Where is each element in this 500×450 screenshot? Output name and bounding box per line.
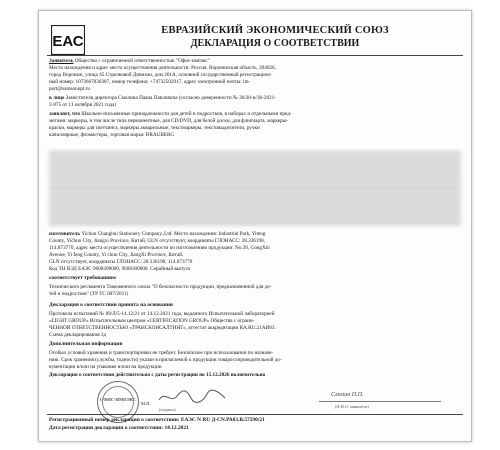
basis-line: ЧЕННОЙ ОТВЕТСТВЕННОСТЬЮ «ТРАНСКОНСАЛТИНГ», аттестат аккредитации RA.RU.21АИ83. [49, 325, 276, 331]
product-line: краски, маркеры для скетчинга, маркеры акварельные, текстмаркеры, текстовыделители, ручки [49, 125, 260, 131]
basis-title: Декларация о соответствии принята на основании [49, 302, 173, 308]
redacted-area [49, 151, 461, 226]
basis-line: Протокола испытаний № 89/Л/5-14.12/21 от 14.12.2021 года, выданного Испытательной лабораторией [49, 311, 275, 317]
additional-info-line: кументации и/или на упаковке и/или на продукции [49, 364, 162, 370]
compliance-title: соответствует требованиям [49, 275, 116, 281]
applicant-email-line: port@samsonopt.ru [49, 86, 90, 92]
manufacturer-line: изготовитель Yichun Changhui Stationery Company.,Ltd. Место нахождения: Industrial Park, Yiteng [49, 231, 266, 237]
applicant-line: Заявитель Общество с ограниченной ответственностью "Офис-импэкс" [49, 58, 210, 64]
product-line: капиллярные, фломастеры, торговая марка: BRAUBERG [49, 132, 175, 138]
company-stamp: ОФИС-ИМПЭКС [97, 381, 139, 423]
sign-caption: (подпись) [159, 407, 177, 412]
additional-info-line: нию. Срок хранения (службы, годности) указан в прилагаемой к продукции товаросопроводительной до- [49, 357, 282, 363]
compliance-line: тей и подростков" (ТР ТС 007/2011) [49, 291, 129, 297]
basis-line: Схема декларирования 3д [49, 332, 107, 338]
product-line: метами: маркеры, в том числе типа перманентные, для CD/DVD, для белой доски, для флипчарта, маркеры- [49, 118, 288, 124]
signer-underline [319, 401, 441, 402]
applicant-address-line: Место нахождения и адрес места осуществления деятельности: Россия, Воронежская область, 394026, [49, 65, 276, 71]
document-title-union: ЕВРАЗИЙСКИЙ ЭКОНОМИЧЕСКИЙ СОЮЗ [161, 25, 389, 36]
svg-text:ЕАС: ЕАС [52, 33, 84, 50]
signature-mark [157, 388, 227, 406]
additional-info-title: Дополнительная информация [49, 341, 123, 347]
manufacturer-line: 114.873770, адрес места осуществления деятельности по изготовлению продукции: No.30, GongXin [49, 245, 270, 251]
declaration-document [38, 10, 472, 442]
stamp-mp-label: М.П. [141, 401, 151, 406]
product-line: заявляет, что Школьно-письменные принадлежности для детей и подростков, в наборах и отдельными пред- [49, 111, 292, 117]
additional-info-line: Особых условий хранения и транспортировки не требует. Безопасное при использовании по назначе- [49, 350, 274, 356]
signer-caption: (Ф.И.О. заявителя) [335, 404, 369, 409]
applicant-contact-line: ный номер: 1073667036387, номер телефона: +74732502917, адрес электронной почты: im- [49, 79, 251, 85]
validity-line: Декларация о соответствии действительна с даты регистрации по 15.12.2026 включительно [49, 372, 266, 378]
applicant-address-line: город Воронеж, улица 45 Стрелковой Дивизии, дом 261А, основной государственный регистрацион- [49, 72, 272, 78]
representative-line: в лице Заместителя директора Смолина Павла Павловича (согласно доверенности № 36/30-н/36-2021- [49, 95, 276, 101]
signer-name: Смолин П.П. [331, 392, 364, 398]
basis-line: «LIGHT GROUP» Испытательным центром «CERTIFICATION GROUP» Общества с ограни- [49, 318, 255, 324]
representative-line: 2-875 от 11 октября 2021 года) [49, 102, 117, 108]
manufacturer-line: Avenue, Yi feng County, Yi chun City, JiangXi Province, Китай. [49, 252, 184, 258]
registration-number-line: Регистрационный номер декларации о соответствии: ЕАЭС N RU Д-CN.РА03.В.57590/21 [49, 417, 265, 423]
document-title-declaration: ДЕКЛАРАЦИЯ О СООТВЕТСТВИИ [190, 38, 360, 49]
manufacturer-line: GLN отсутствует, координаты ГЛОНАСС: 28.336198, 114.873770 [49, 259, 193, 265]
manufacturer-line: County, Yichun City, Jiangxi Province, Китай, GLN отсутствует, координаты ГЛОНАСС: 28.336198, [49, 238, 265, 244]
compliance-line: Технического регламента Таможенного союза "О безопасности продукции, предназначенной для де- [49, 284, 272, 290]
footer-divider [47, 414, 463, 415]
manufacturer-line: Код ТН ВЭД ЕАЭС 9608200000, 9608300000. Серийный выпуск [49, 266, 191, 272]
registration-date-line: Дата регистрации декларации о соответствии: 14.12.2021 [49, 425, 189, 431]
header-divider [47, 55, 463, 56]
